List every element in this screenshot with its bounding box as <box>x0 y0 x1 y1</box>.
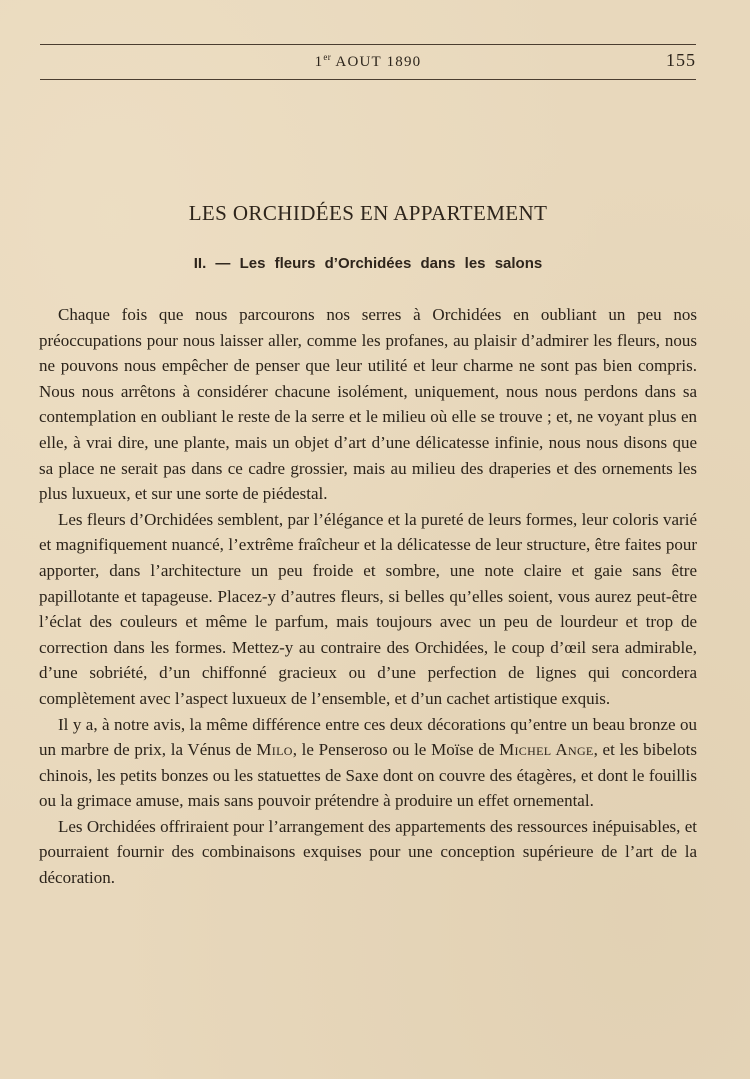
name-milo: Milo <box>256 740 293 760</box>
page-number: 155 <box>666 50 696 70</box>
article-body <box>39 302 697 891</box>
paragraph-4: Les Orchidées offriraient pour l’arrangement des appartements des ressources inépuisables, et pourraient fournir des combinaisons exquises pour une conception supérieure de l’art de la décoration. <box>39 816 697 888</box>
article-subtitle: II. — Les fleurs d’Orchidées dans les salons <box>193 255 543 272</box>
paragraph-3 <box>39 712 697 814</box>
issue-date-month-year: AOUT 1890 <box>331 54 422 70</box>
name-michel-ange: Michel Ange <box>499 740 594 760</box>
issue-date-ordinal: er <box>323 52 332 62</box>
article-title: LES ORCHIDÉES EN APPARTEMENT <box>188 201 548 225</box>
issue-date <box>40 52 696 71</box>
header-top-rule <box>40 44 696 45</box>
issue-date-day: 1 <box>314 54 324 70</box>
paragraph-3-text-b: , le Penseroso ou le Moïse de <box>292 740 500 760</box>
paragraph-1: Chaque fois que nous parcourons nos serres à Orchidées en oubliant un peu nos préoccupations pour nous laisser aller, comme les profanes, au plaisir d’admirer les fleurs, nous ne pouvons nous empêcher de penser que leur utilité et leur charme ne sont pas bien compris. Nous nous arrêtons à considérer chacune isolément, uniquement, nous nous perdons dans sa contemplation en oubliant le reste de la serre et le milieu où elle se trouve ; et, ne voyant plus en elle, à vrai dire, une plante, mais un objet d’art d’une délicatesse infinie, nous nous disons que sa place ne serait pas dans ce cadre grossier, mais au milieu des draperies et des ornements les plus luxueux, et sur une sorte de piédestal. <box>39 305 697 504</box>
paragraph-2: Les fleurs d’Orchidées semblent, par l’élégance et la pureté de leurs formes, leur coloris varié et magnifiquement nuancé, l’extrême fraîcheur et la délicatesse de leur structure, être faites pour apporter, dans l’architecture un peu froide et sombre, une note claire et gaie sans être papillotante et tapageuse. Placez-y d’autres fleurs, si belles qu’elles soient, vous aurez peut-être l’éclat des couleurs et même le parfum, mais toujours avec un peu de lourdeur et trop de correction dans les formes. Mettez-y au contraire des Orchidées, le coup d’œil sera admirable, d’une sobriété, d’un chiffonné gracieux ou d’une perfection de lignes qui concordera complètement avec l’aspect luxueux de l’ensemble, et d’un cachet artistique exquis. <box>39 509 697 708</box>
header-bottom-rule <box>40 79 696 80</box>
paragraph-3-text-c: , et les bibelots chinois, les petits bonzes ou les statuettes de Saxe dont on couvre des étagères, et dont le fouillis ou la grimace amuse, mais sans pouvoir prétendre à produire un effet ornemental. <box>39 740 698 811</box>
paragraph-3-text-a: Il y a, à notre avis, la même différence entre ces deux décorations qu’entre un beau bronze ou un marbre de prix, la Vénus de <box>39 714 697 760</box>
running-head <box>40 50 696 74</box>
